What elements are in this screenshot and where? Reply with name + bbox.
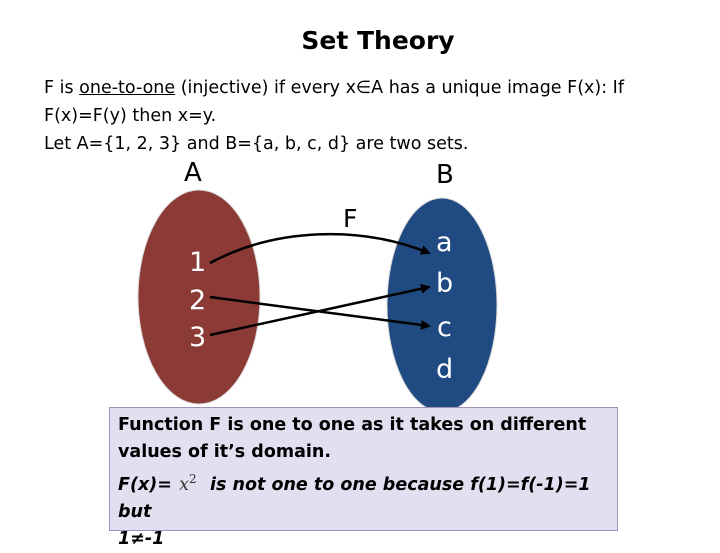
definition-line-3: Let A={1, 2, 3} and B={a, b, c, d} are two sets. xyxy=(44,134,469,154)
explanation-line-3: $F(x)= x^2$ is not one to one because f(1)=f(-1)=1 but xyxy=(118,466,609,526)
set-b-element: c xyxy=(437,312,452,343)
explanation-line-2: values of it’s domain. xyxy=(118,442,331,462)
function-label: F xyxy=(343,204,358,233)
definition-line-1: F is one-to-one (injective) if every x∈A has a unique image F(x): If xyxy=(44,78,624,98)
set-a-element: 3 xyxy=(189,322,207,353)
set-b-element: d xyxy=(436,354,454,385)
x-squared-formula: $x^2$ xyxy=(179,472,197,495)
definition-line-2: F(x)=F(y) then x=y. xyxy=(44,106,217,126)
set-a-element: 2 xyxy=(189,285,207,316)
explanation-line-1: Function F is one to one as it takes on different xyxy=(118,415,587,435)
slide-title: Set Theory xyxy=(301,26,455,55)
one-to-one-term: one-to-one xyxy=(79,78,176,98)
set-b-label: B xyxy=(436,160,454,190)
set-a-element: 1 xyxy=(189,247,207,278)
explanation-line-4: 1≠-1 xyxy=(118,528,165,549)
explanation-box xyxy=(109,407,618,549)
set-b-element: a xyxy=(436,227,453,258)
set-b-element: b xyxy=(436,268,454,299)
set-a-label: A xyxy=(184,158,202,188)
